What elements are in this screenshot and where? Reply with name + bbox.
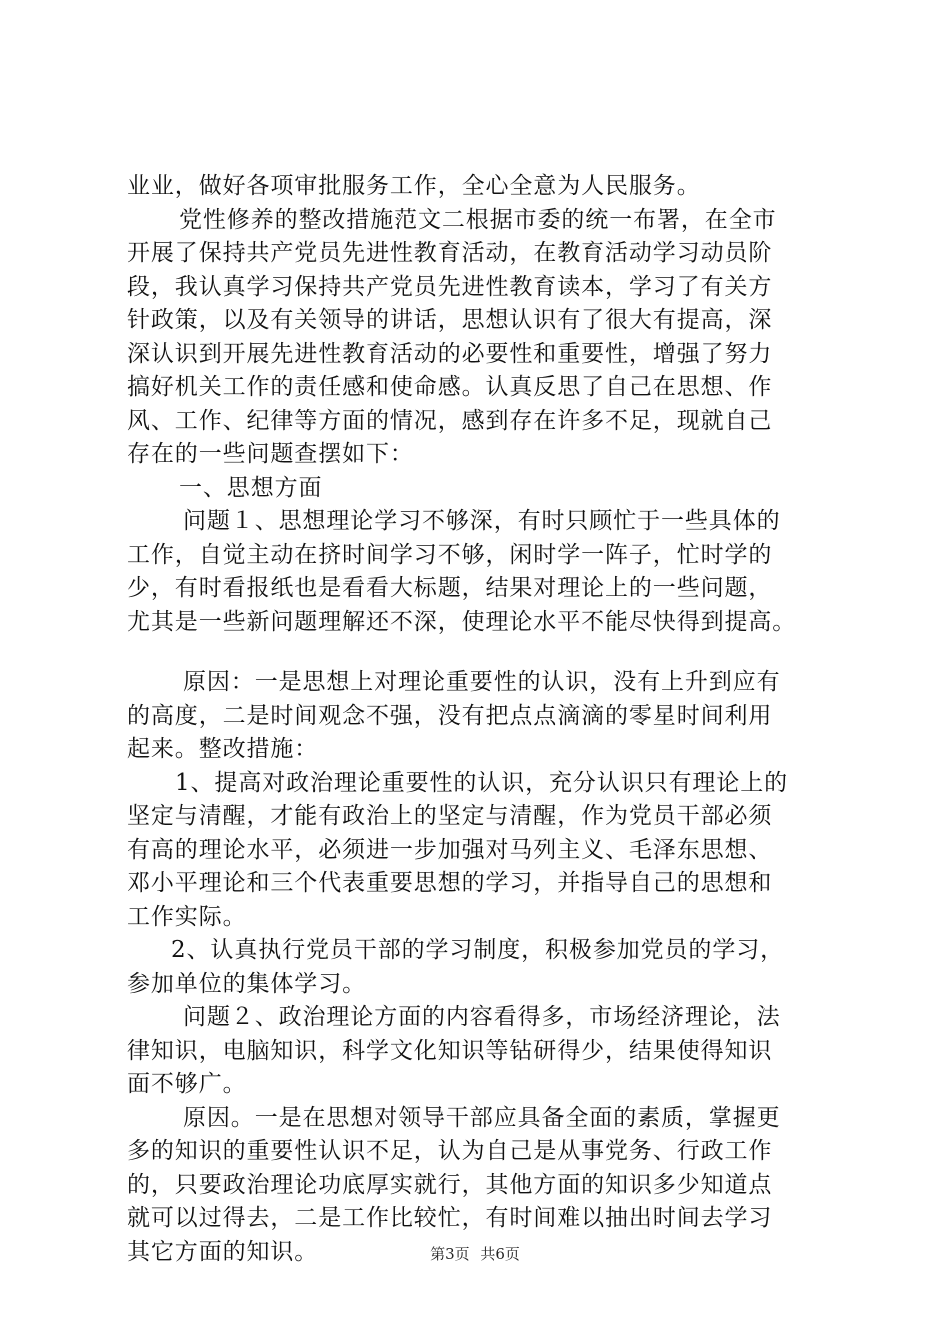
text-line: 搞好机关工作的责任感和使命感。认真反思了自己在思想、作 (127, 374, 773, 400)
text-line: 面不够广。 (127, 1071, 247, 1097)
page-number: 第3页 (430, 1245, 470, 1263)
paragraph-start: 问题２、政治理论方面的内容看得多，市场经济理论，法 (183, 1004, 781, 1030)
text-line: 存在的一些问题查摆如下： (127, 441, 414, 467)
document-body (127, 170, 837, 1269)
text-line: 邓小平理论和三个代表重要思想的学习，并指导自己的思想和 (127, 870, 773, 896)
text-line: 多的知识的重要性认识不足，认为自己是从事党务、行政工作 (127, 1138, 773, 1164)
paragraph-start: 2、认真执行党员干部的学习制度，积极参加党员的学习， (171, 937, 785, 963)
text-line: 工作实际。 (127, 903, 247, 930)
text-line: 针政策，以及有关领导的讲话，思想认识有了很大有提高，深 (127, 307, 773, 333)
paragraph-start: 1、提高对政治理论重要性的认识，充分认识只有理论上的 (175, 769, 789, 796)
page-footer (0, 1244, 950, 1264)
text-line: 坚定与清醒，才能有政治上的坚定与清醒，作为党员干部必须 (127, 803, 773, 829)
text-line: 少，有时看报纸也是看看大标题，结果对理论上的一些问题， (127, 575, 773, 601)
section-heading: 一、思想方面 (179, 474, 323, 501)
text-line: 的，只要政治理论功底厚实就行，其他方面的知识多少知道点 (127, 1171, 773, 1198)
text-line: 业业，做好各项审批服务工作，全心全意为人民服务。 (127, 173, 701, 199)
text-line: 段，我认真学习保持共产党员先进性教育读本，学习了有关方 (127, 273, 773, 300)
paragraph-start: 原因：一是思想上对理论重要性的认识，没有上升到应有 (183, 669, 781, 695)
text-line: 工作，自觉主动在挤时间学习不够，闲时学一阵子，忙时学的 (127, 541, 773, 568)
text-line: 尤其是一些新问题理解还不深，使理论水平不能尽快得到提高。 (127, 608, 797, 635)
text-line: 其它方面的知识。 (127, 1238, 319, 1265)
paragraph-start: 问题１、思想理论学习不够深，有时只顾忙于一些具体的 (183, 508, 781, 534)
page-total: 共6页 (480, 1245, 520, 1263)
text-line: 有高的理论水平，必须进一步加强对马列主义、毛泽东思想、 (127, 836, 773, 863)
text-line: 开展了保持共产党员先进性教育活动，在教育活动学习动员阶 (127, 240, 773, 266)
paragraph-gap (127, 639, 837, 666)
text-line: 的高度，二是时间观念不强，没有把点点滴滴的零星时间利用 (127, 702, 773, 729)
paragraph-start: 党性修养的整改措施范文二根据市委的统一布署，在全市 (179, 206, 777, 233)
text-line: 参加单位的集体学习。 (127, 970, 366, 997)
text-line: 深认识到开展先进性教育活动的必要性和重要性，增强了努力 (127, 340, 773, 367)
text-line: 风、工作、纪律等方面的情况，感到存在许多不足，现就自己 (127, 407, 773, 434)
paragraph-start: 原因。一是在思想对领导干部应具备全面的素质，掌握更 (183, 1104, 781, 1131)
text-line: 起来。整改措施： (127, 736, 319, 762)
text-line: 律知识，电脑知识，科学文化知识等钻研得少，结果使得知识 (127, 1037, 773, 1064)
text-line: 就可以过得去，二是工作比较忙，有时间难以抽出时间去学习 (127, 1205, 773, 1231)
